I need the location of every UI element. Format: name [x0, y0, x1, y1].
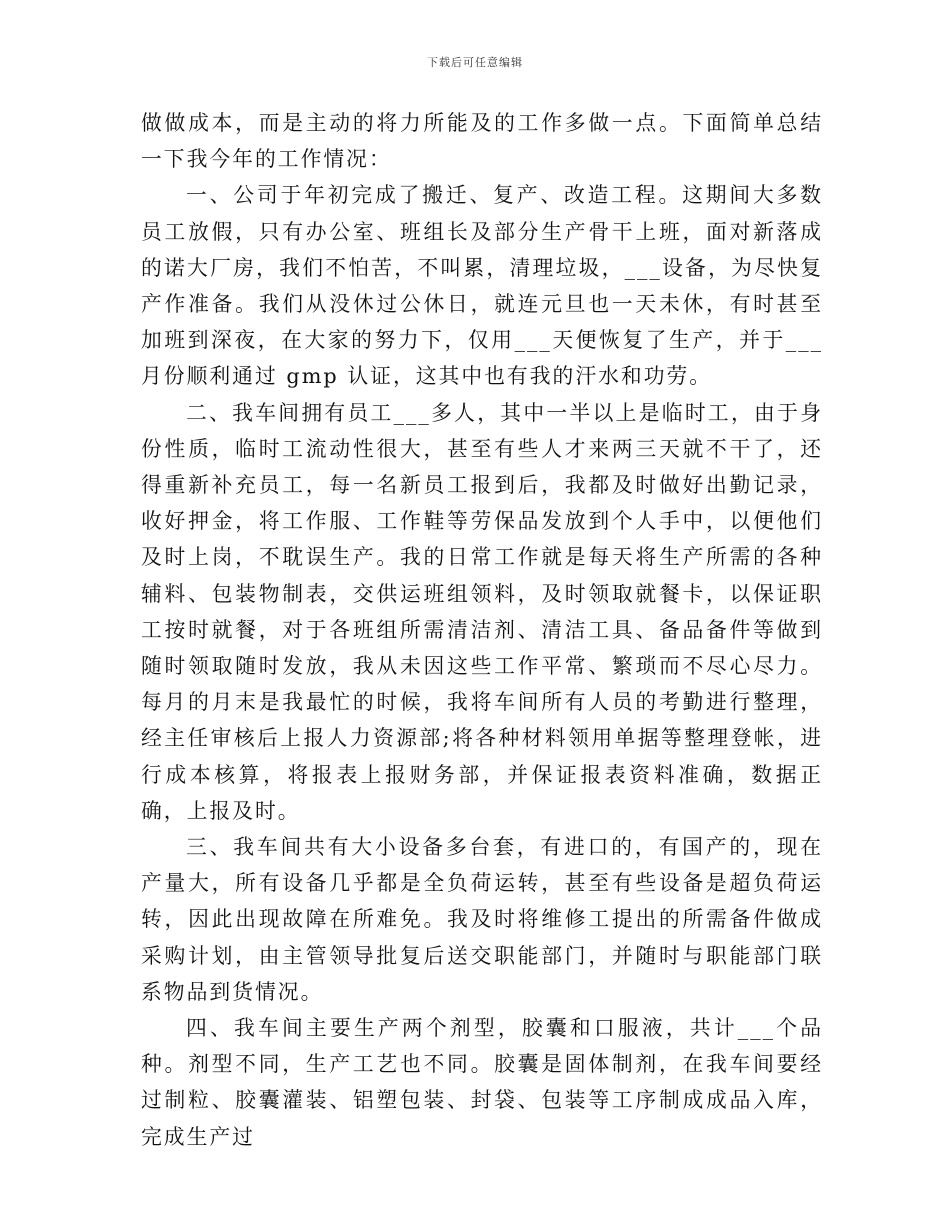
page-header-note: 下载后可任意编辑 [427, 56, 523, 69]
paragraph-section-3: 三、我车间共有大小设备多台套，有进口的，有国产的，现在产量大，所有设备几乎都是全负荷运转，甚至有些设备是超负荷运转，因此出现故障在所难免。我及时将维修工提出的所需备件做成采购计划，由主管领导批复后送交职能部门，并随时与职能部门联系物品到货情况。 [141, 835, 823, 1004]
document-body [141, 105, 823, 1155]
paragraph-section-4: 四、我车间主要生产两个剂型，胶囊和口服液，共计___个品种。剂型不同，生产工艺也不同。胶囊是固体制剂，在我车间要经过制粒、胶囊灌装、铝塑包装、封袋、包装等工序制成成品入库，完成生产过 [141, 1016, 823, 1149]
paragraph-section-1: 一、公司于年初完成了搬迁、复产、改造工程。这期间大多数员工放假，只有办公室、班组长及部分生产骨干上班，面对新落成的诺大厂房，我们不怕苦，不叫累，清理垃圾，___设备，为尽快复产作准备。我们从没休过公休日，就连元旦也一天未休，有时甚至加班到深夜，在大家的努力下，仅用___天便恢复了生产，并于___月份顺利通过 gmp 认证，这其中也有我的汗水和功劳。 [141, 183, 823, 389]
paragraph-section-2: 二、我车间拥有员工___多人，其中一半以上是临时工，由于身份性质，临时工流动性很大，甚至有些人才来两三天就不干了，还得重新补充员工，每一名新员工报到后，我都及时做好出勤记录，收好押金，将工作服、工作鞋等劳保品发放到个人手中，以便他们及时上岗，不耽误生产。我的日常工作就是每天将生产所需的各种辅料、包装物制表，交供运班组领料，及时领取就餐卡，以保证职工按时就餐，对于各班组所需清洁剂、清洁工具、备品备件等做到随时领取随时发放，我从未因这些工作平常、繁琐而不尽心尽力。每月的月末是我最忙的时候，我将车间所有人员的考勤进行整理，经主任审核后上报人力资源部;将各种材料领用单据等整理登帐，进行成本核算，将报表上报财务部，并保证报表资料准确，数据正确，上报及时。 [141, 400, 823, 823]
paragraph-intro: 做做成本，而是主动的将力所能及的工作多做一点。下面简单总结一下我今年的工作情况： [141, 111, 823, 172]
